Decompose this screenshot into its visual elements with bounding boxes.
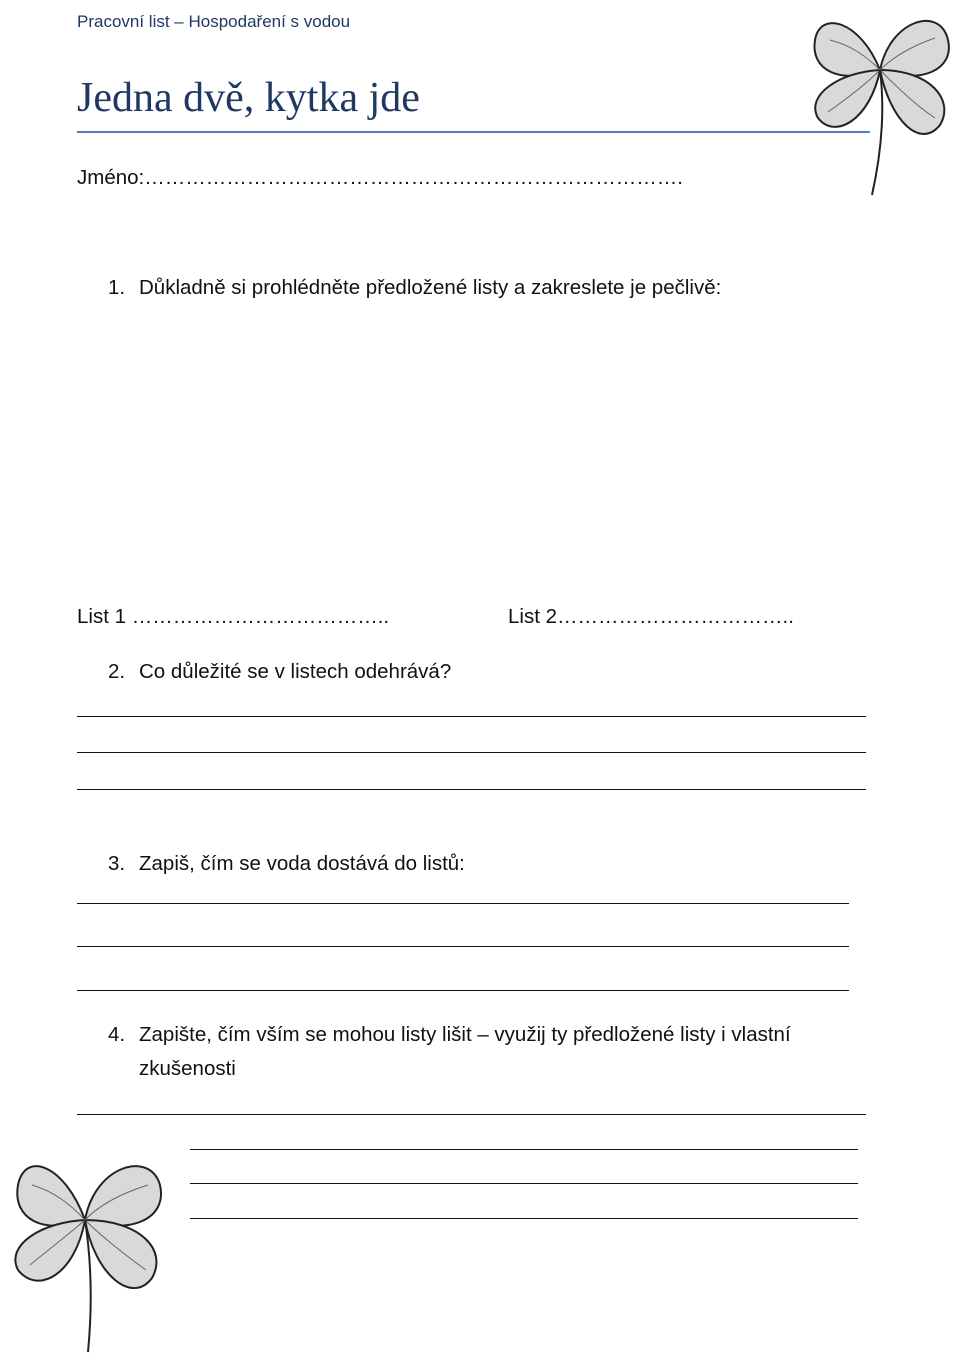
question-1-text: Důkladně si prohlédněte předložené listy a zakreslete je pečlivě: xyxy=(139,276,722,299)
answer-line[interactable] xyxy=(77,716,866,717)
answer-line[interactable] xyxy=(77,903,849,904)
question-4 xyxy=(108,1023,791,1047)
answer-line[interactable] xyxy=(77,752,866,753)
question-3 xyxy=(108,852,465,876)
question-3-number: 3. xyxy=(108,852,126,875)
question-1-number: 1. xyxy=(108,276,126,299)
question-2-text: Co důležité se v listech odehrává? xyxy=(139,660,452,683)
leaf-1-label[interactable]: List 1 ……………………………….. xyxy=(77,605,390,628)
running-header: Pracovní list – Hospodaření s vodou xyxy=(77,12,351,31)
answer-line[interactable] xyxy=(77,1114,866,1115)
four-leaf-clover-icon xyxy=(0,1140,180,1355)
question-4-text-line-1: Zapište, čím vším se mohou listy lišit – využij ty předložené listy i vlastní xyxy=(139,1023,791,1046)
leaf-2-label[interactable]: List 2…………………………….. xyxy=(508,605,794,628)
question-3-text: Zapiš, čím se voda dostává do listů: xyxy=(139,852,465,875)
answer-line[interactable] xyxy=(190,1183,858,1184)
answer-line[interactable] xyxy=(77,789,866,790)
question-4-text-line-2: zkušenosti xyxy=(139,1057,236,1080)
four-leaf-clover-icon xyxy=(800,0,960,200)
page-title: Jedna dvě, kytka jde xyxy=(77,75,420,121)
answer-line[interactable] xyxy=(77,946,849,947)
question-4-number: 4. xyxy=(108,1023,126,1046)
answer-line[interactable] xyxy=(190,1149,858,1150)
question-2-number: 2. xyxy=(108,660,126,683)
name-field-label[interactable]: Jméno:……………………………………………………………………. xyxy=(77,166,683,189)
question-1 xyxy=(108,276,721,300)
question-2 xyxy=(108,660,451,684)
drawing-area[interactable] xyxy=(77,320,870,590)
title-underline xyxy=(77,131,870,133)
answer-line[interactable] xyxy=(77,990,849,991)
answer-line[interactable] xyxy=(190,1218,858,1219)
